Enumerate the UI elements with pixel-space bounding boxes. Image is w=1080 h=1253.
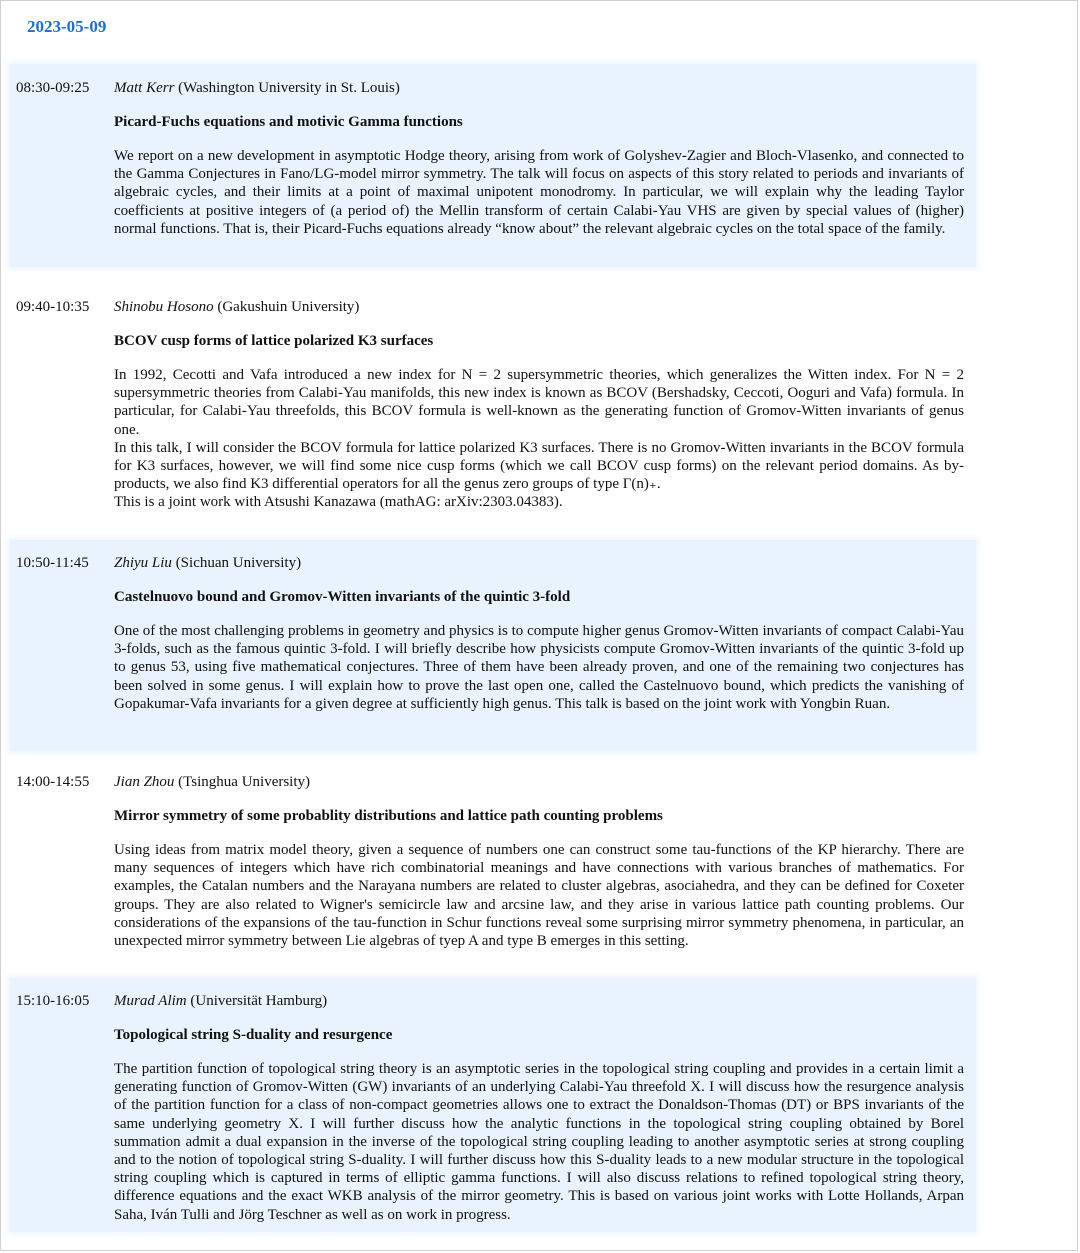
speaker-affiliation: (Tsinghua University): [178, 774, 311, 790]
talk-title: Castelnuovo bound and Gromov-Witten invariants of the quintic 3-fold: [114, 589, 571, 605]
talk-title: BCOV cusp forms of lattice polarized K3 surfaces: [114, 333, 434, 349]
talk-speaker: [114, 79, 400, 97]
talk-entry: [10, 773, 976, 953]
talk-speaker: [114, 992, 327, 1010]
speaker-affiliation: (Gakushuin University): [217, 299, 360, 315]
speaker-affiliation: (Universität Hamburg): [190, 993, 328, 1009]
talk-abstract: In 1992, Cecotti and Vafa introduced a new index for N = 2 supersymmetric theories, which generalizes the Witten index. For N = 2 supersymmetric theories from Calabi-Yau manifolds, this new index is known as BCOV (Bershadsky, Ceccoti, Ooguri and Vafa) formula. In particular, for Calabi-Yau threefolds, this BCOV formula is well-known as the generating function of Gromov-Witten invariants of genus one. In this talk, I will consider the BCOV formula for lattice polarized K3 surfaces. There is no Gromov-Witten invariants in the BCOV formula for K3 surfaces, however, we will find some nice cusp forms (which we call BCOV cusp forms) on the relevant period domains. As by-products, we also find K3 differential operators for all the genus zero groups of type Γ(n)₊. This is a joint work with Atsushi Kanazawa (mathAG: arXiv:2303.04383).: [114, 367, 964, 511]
speaker-affiliation: (Washington University in St. Louis): [178, 80, 400, 96]
speaker-name: Jian Zhou: [114, 774, 175, 790]
talk-time: 14:00-14:55: [16, 774, 90, 790]
talk-time: 10:50-11:45: [16, 555, 89, 571]
talk-entry: [10, 540, 976, 751]
talk-title: Picard-Fuchs equations and motivic Gamma functions: [114, 114, 463, 130]
talk-time: 08:30-09:25: [16, 80, 90, 96]
speaker-name: Shinobu Hosono: [114, 299, 214, 315]
talk-title: Topological string S-duality and resurgence: [114, 1027, 393, 1043]
talk-entry: [10, 298, 976, 518]
talk-abstract: The partition function of topological string theory is an asymptotic series in the topological string coupling and provides in a certain limit a generating function of Gromov-Witten (GW) invariants of an underlying Calabi-Yau threefold X. I will discuss how the resurgence analysis of the partition function for a class of non-compact geometries allows one to extract the Donaldson-Thomas (DT) or BPS invariants of the same underlying geometry X. I will further discuss how the analytic functions in the topological string coupling obtained by Borel summation admit a dual expansion in the inverse of the topological string coupling leading to another asymptotic series at strong coupling and to the notion of topological string S-duality. I will further discuss how this S-duality leads to a new modular structure in the topological string coupling which is captured in terms of elliptic gamma functions. I will also discuss relations to refined topological string theory, difference equations and the exact WKB analysis of the mirror geometry. This is based on various joint works with Lotte Hollands, Arpan Saha, Iván Tulli and Jörg Teschner as well as on work in progress.: [114, 1061, 964, 1223]
talk-speaker: [114, 773, 310, 791]
speaker-affiliation: (Sichuan University): [175, 555, 302, 571]
talk-abstract: We report on a new development in asymptotic Hodge theory, arising from work of Golyshev-Zagier and Bloch-Vlasenko, and connected to the Gamma Conjectures in Fano/LG-model mirror symmetry. The talk will focus on aspects of this story related to periods and invariants of algebraic cycles, and their limits at a point of maximal unipotent monodromy. In particular, we will explain why the leading Taylor coefficients at positive integers of (a period of) the Mellin transform of certain Calabi-Yau VHS are given by special values of (higher) normal functions. That is, their Picard-Fuchs equations already “know about” the relevant algebraic cycles on the total space of the family.: [114, 148, 964, 237]
speaker-name: Matt Kerr: [114, 80, 175, 96]
speaker-name: Zhiyu Liu: [114, 555, 172, 571]
talk-entry: [10, 978, 976, 1232]
talk-entry: [10, 64, 976, 267]
schedule-date: 2023-05-09: [27, 17, 107, 36]
talk-speaker: [114, 554, 301, 572]
talk-time: 15:10-16:05: [16, 993, 90, 1009]
talk-time: 09:40-10:35: [16, 299, 90, 315]
talk-abstract: One of the most challenging problems in geometry and physics is to compute higher genus Gromov-Witten invariants of compact Calabi-Yau 3-folds, such as the famous quintic 3-fold. I will briefly describe how physicists compute Gromov-Witten invariants of the quintic 3-fold up to genus 53, using five mathematical conjectures. Three of them have been already proven, and one of the remaining two conjectures has been solved in some genus. I will explain how to prove the last open one, called the Castelnuovo bound, which predicts the vanishing of Gopakumar-Vafa invariants for a given degree at sufficiently high genus. This talk is based on the joint work with Yongbin Ruan.: [114, 623, 964, 712]
talk-speaker: [114, 298, 359, 316]
talk-abstract: Using ideas from matrix model theory, given a sequence of numbers one can construct some tau-functions of the KP hierarchy. There are many sequences of integers which have rich combinatorial meanings and have connections with various branches of mathematics. For examples, the Catalan numbers and the Narayana numbers are related to cluster algebras, asociahedra, and they can be defined for Coxeter groups. They are also related to Wigner's semicircle law and arcsine law, and they arise in various lattice path counting problems. Our considerations of the expansions of the tau-function in Schur functions reveal some surprising mirror symmetry phenomena, in particular, an unexpected mirror symmetry between Lie algebras of tyep A and type B emerges in this setting.: [114, 842, 964, 950]
speaker-name: Murad Alim: [114, 993, 187, 1009]
talk-title: Mirror symmetry of some probablity distributions and lattice path counting problems: [114, 808, 663, 824]
